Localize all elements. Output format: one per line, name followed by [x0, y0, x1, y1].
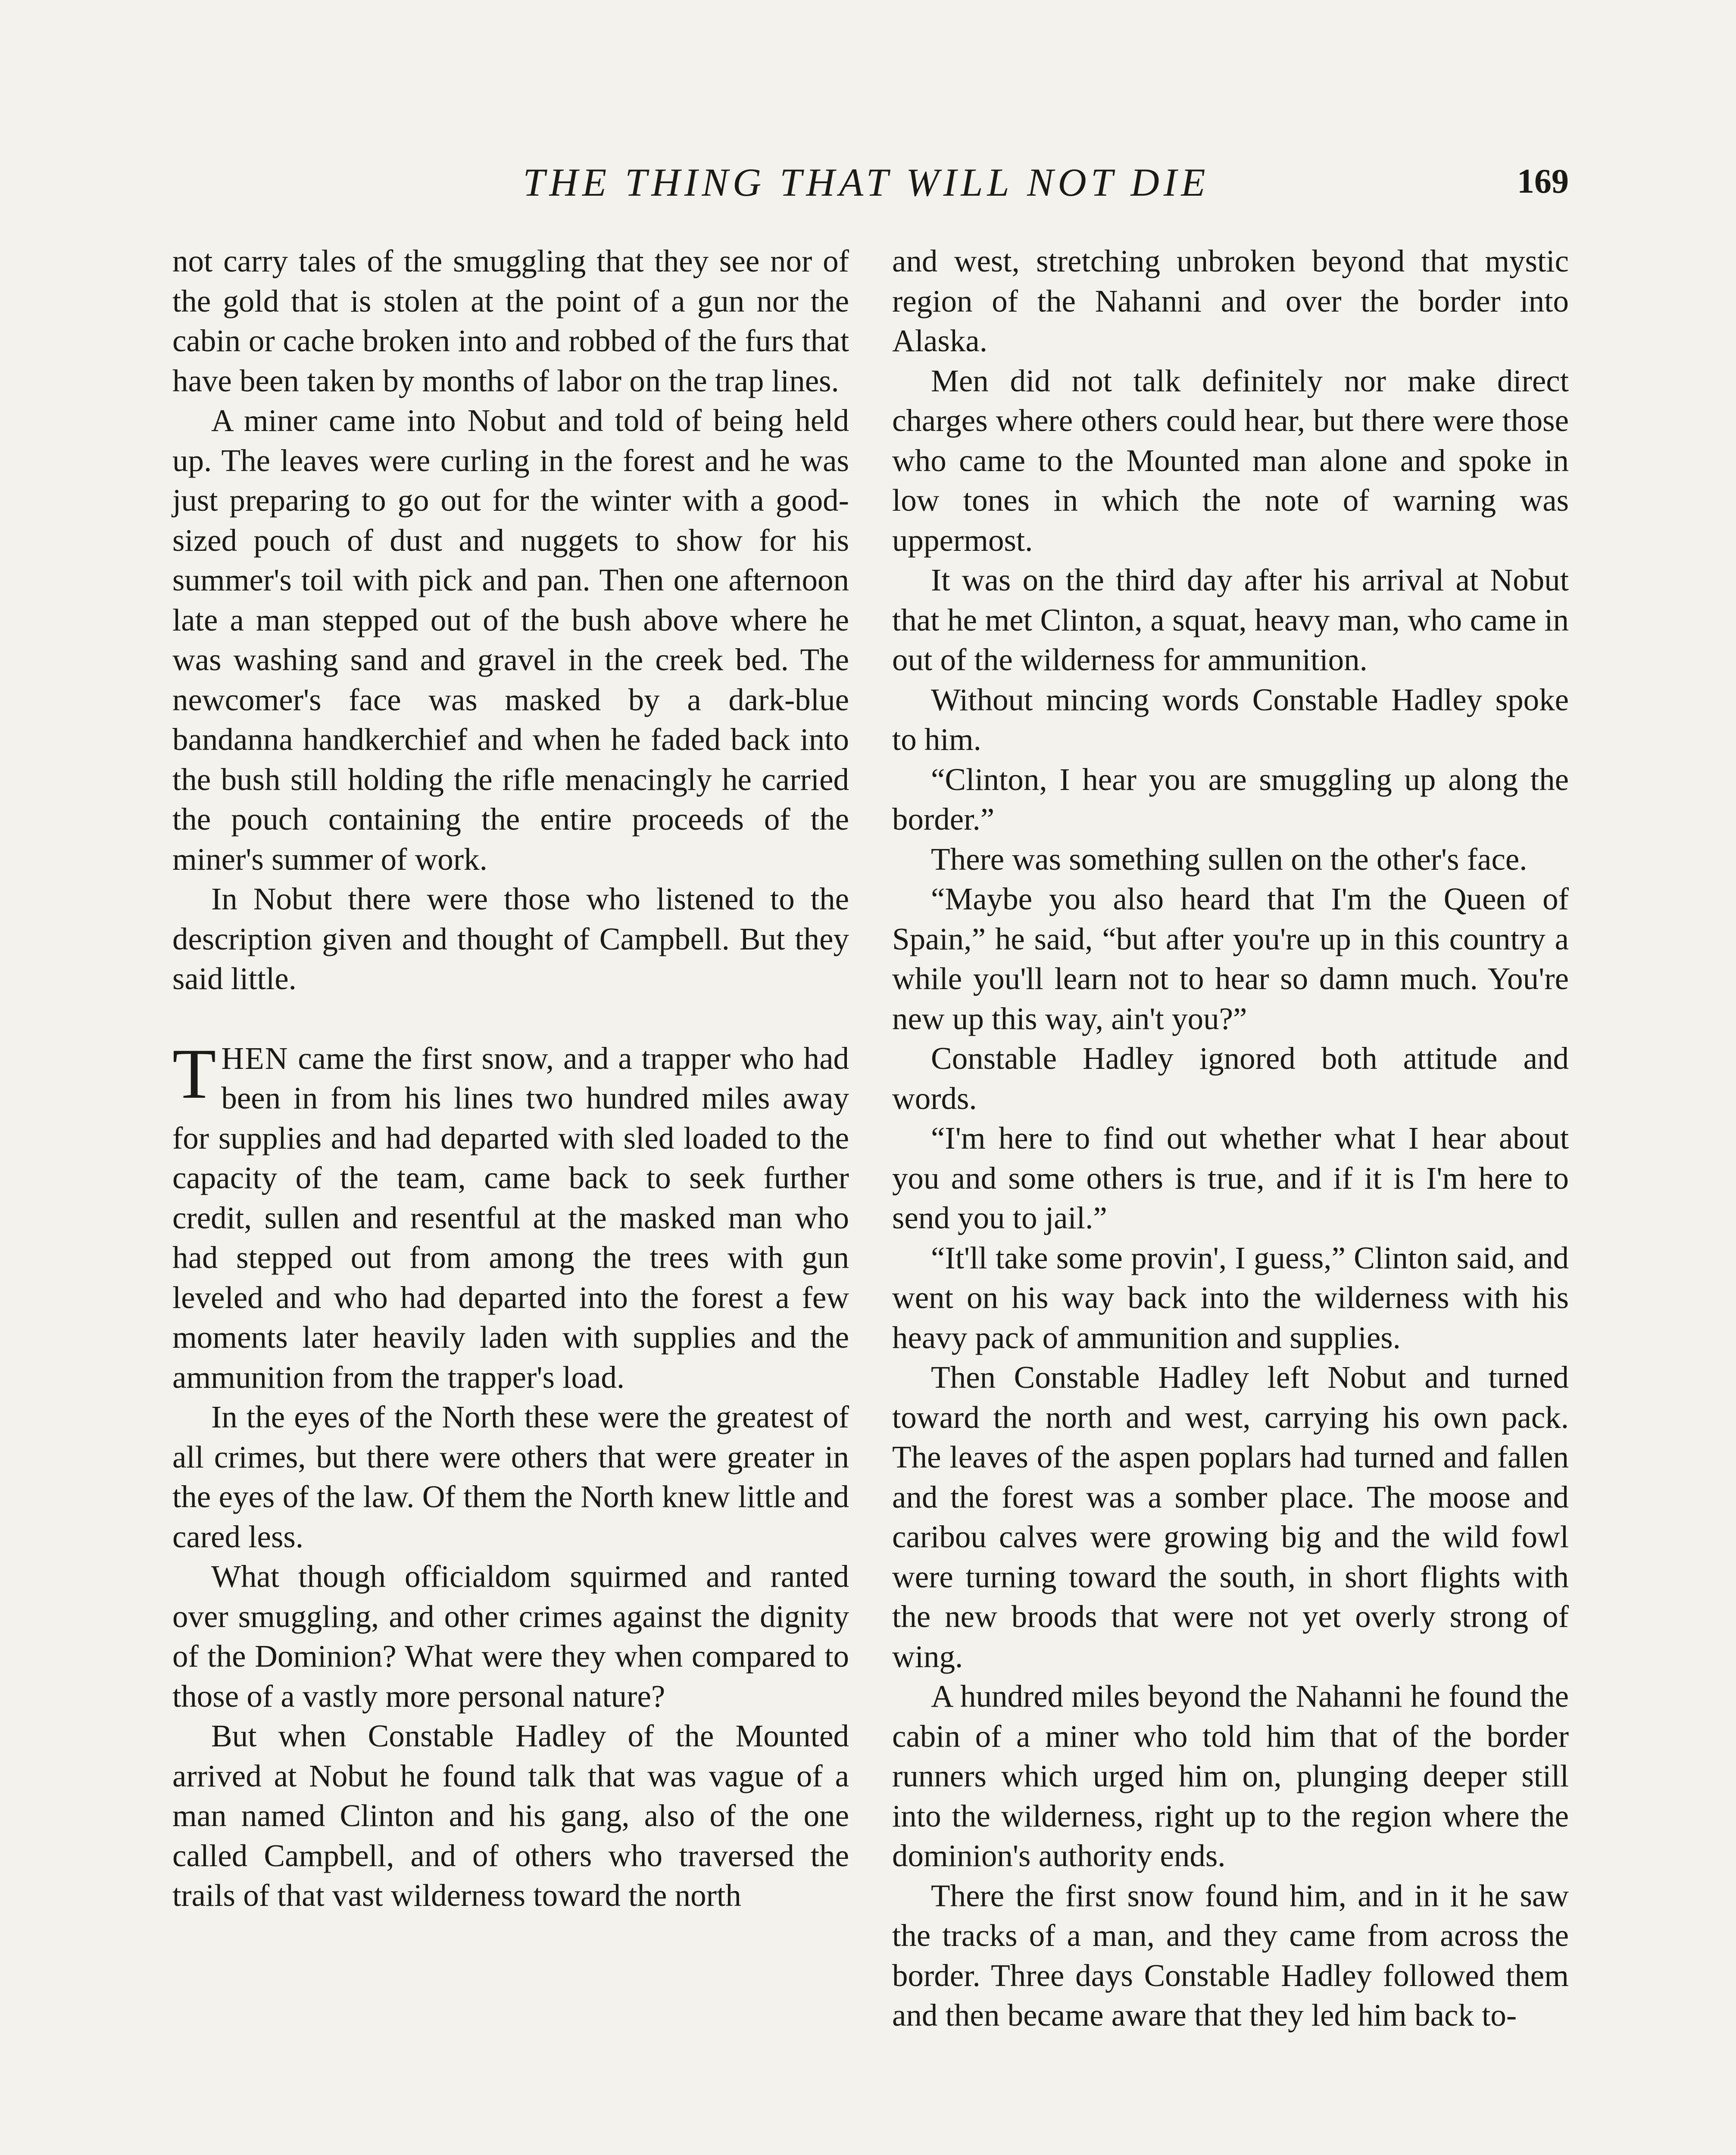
left-column: [172, 241, 849, 1916]
paragraph: It was on the third day after his arrival at Nobut that he met Clinton, a squat, heavy man, who came in out of the wilderness for ammunition.: [892, 562, 1569, 677]
drop-cap: T: [172, 1034, 216, 1113]
paragraph: “It'll take some provin', I guess,” Clinton said, and went on his way back into the wilderness with his heavy pack of ammunition and supplies.: [892, 1240, 1569, 1355]
paragraph: and west, stretching unbroken beyond that mystic region of the Nahanni and over the border into Alaska.: [892, 244, 1569, 358]
paragraph: A miner came into Nobut and told of being held up. The leaves were curling in the forest and he was just preparing to go out for the winter with a good-sized pouch of dust and nuggets to show for his summer's toil with pick and pan. Then one afternoon late a man stepped out of the bush above where he was washing sand and gravel in the creek bed. The newcomer's face was masked by a dark-blue bandanna handkerchief and when he faded back into the bush still holding the rifle menacingly he carried the pouch containing the entire proceeds of the miner's summer of work.: [172, 403, 849, 877]
paragraph: Without mincing words Constable Hadley spoke to him.: [892, 682, 1569, 757]
paragraph: Men did not talk definitely nor make direct charges where others could hear, but there were those who came to the Mounted man alone and spoke in low tones in which the note of warning was uppermost.: [892, 363, 1569, 558]
paragraph-text: came the first snow, and a trapper who had been in from his lines two hundred miles away for supplies and had departed with sled loaded to the capacity of the team, came back to seek further credit, sullen and resentful at the masked man who had stepped out from among the trees with gun leveled and who had departed into the forest a few moments later heavily laden with supplies and the ammunition from the trapper's load.: [172, 1040, 849, 1395]
paragraph: In the eyes of the North these were the greatest of all crimes, but there were others that were greater in the eyes of the law. Of them the North knew little and cared less.: [172, 1399, 849, 1554]
paragraph: not carry tales of the smuggling that they see nor of the gold that is stolen at the point of a gun nor the cabin or cache broken into and robbed of the furs that have been taken by months of labor on the trap lines.: [172, 244, 849, 398]
page-header: [172, 159, 1569, 216]
paragraph: A hundred miles beyond the Nahanni he found the cabin of a miner who told him that of the border runners which urged him on, plunging deeper still into the wilderness, right up to the region where the dominion's authority ends.: [892, 1679, 1569, 1873]
small-caps-lead: HEN: [221, 1040, 289, 1076]
paragraph: There the first snow found him, and in it he saw the tracks of a man, and they came from across the border. Three days Constable Hadley followed them and then became aware that they led him back to-: [892, 1878, 1569, 2033]
page-number: 169: [1517, 162, 1569, 200]
paragraph: “Maybe you also heard that I'm the Queen of Spain,” he said, “but after you're up in this country a while you'll learn not to hear so damn much. You're new up this way, ain't you?”: [892, 881, 1569, 1036]
running-head: THE THING THAT WILL NOT DIE: [523, 160, 1210, 204]
paragraph: “I'm here to find out whether what I hear about you and some others is true, and if it is I'm here to send you to jail.”: [892, 1121, 1569, 1235]
paragraph: What though officialdom squirmed and ranted over smuggling, and other crimes against the dignity of the Dominion? What were they when compared to those of a vastly more personal nature?: [172, 1559, 849, 1714]
paragraph: In Nobut there were those who listened to the description given and thought of Campbell. But they said little.: [172, 881, 849, 996]
paragraph: There was something sullen on the other's face.: [931, 841, 1527, 877]
paragraph: “Clinton, I hear you are smuggling up along the border.”: [892, 762, 1569, 837]
paragraph: But when Constable Hadley of the Mounted arrived at Nobut he found talk that was vague of a man named Clinton and his gang, also of the one called Campbell, and of others who traversed the trails of that vast wilderness toward the north: [172, 1718, 849, 1913]
section-opening-paragraph: [172, 1034, 849, 1398]
paragraph: Constable Hadley ignored both attitude and words.: [892, 1041, 1569, 1116]
right-column: [892, 241, 1569, 2036]
paragraph: Then Constable Hadley left Nobut and turned toward the north and west, carrying his own pack. The leaves of the aspen poplars had turned and fallen and the forest was a somber place. The moose and caribou calves were growing big and the wild fowl were turning toward the south, in short flights with the new broods that were not yet overly strong of wing.: [892, 1360, 1569, 1674]
